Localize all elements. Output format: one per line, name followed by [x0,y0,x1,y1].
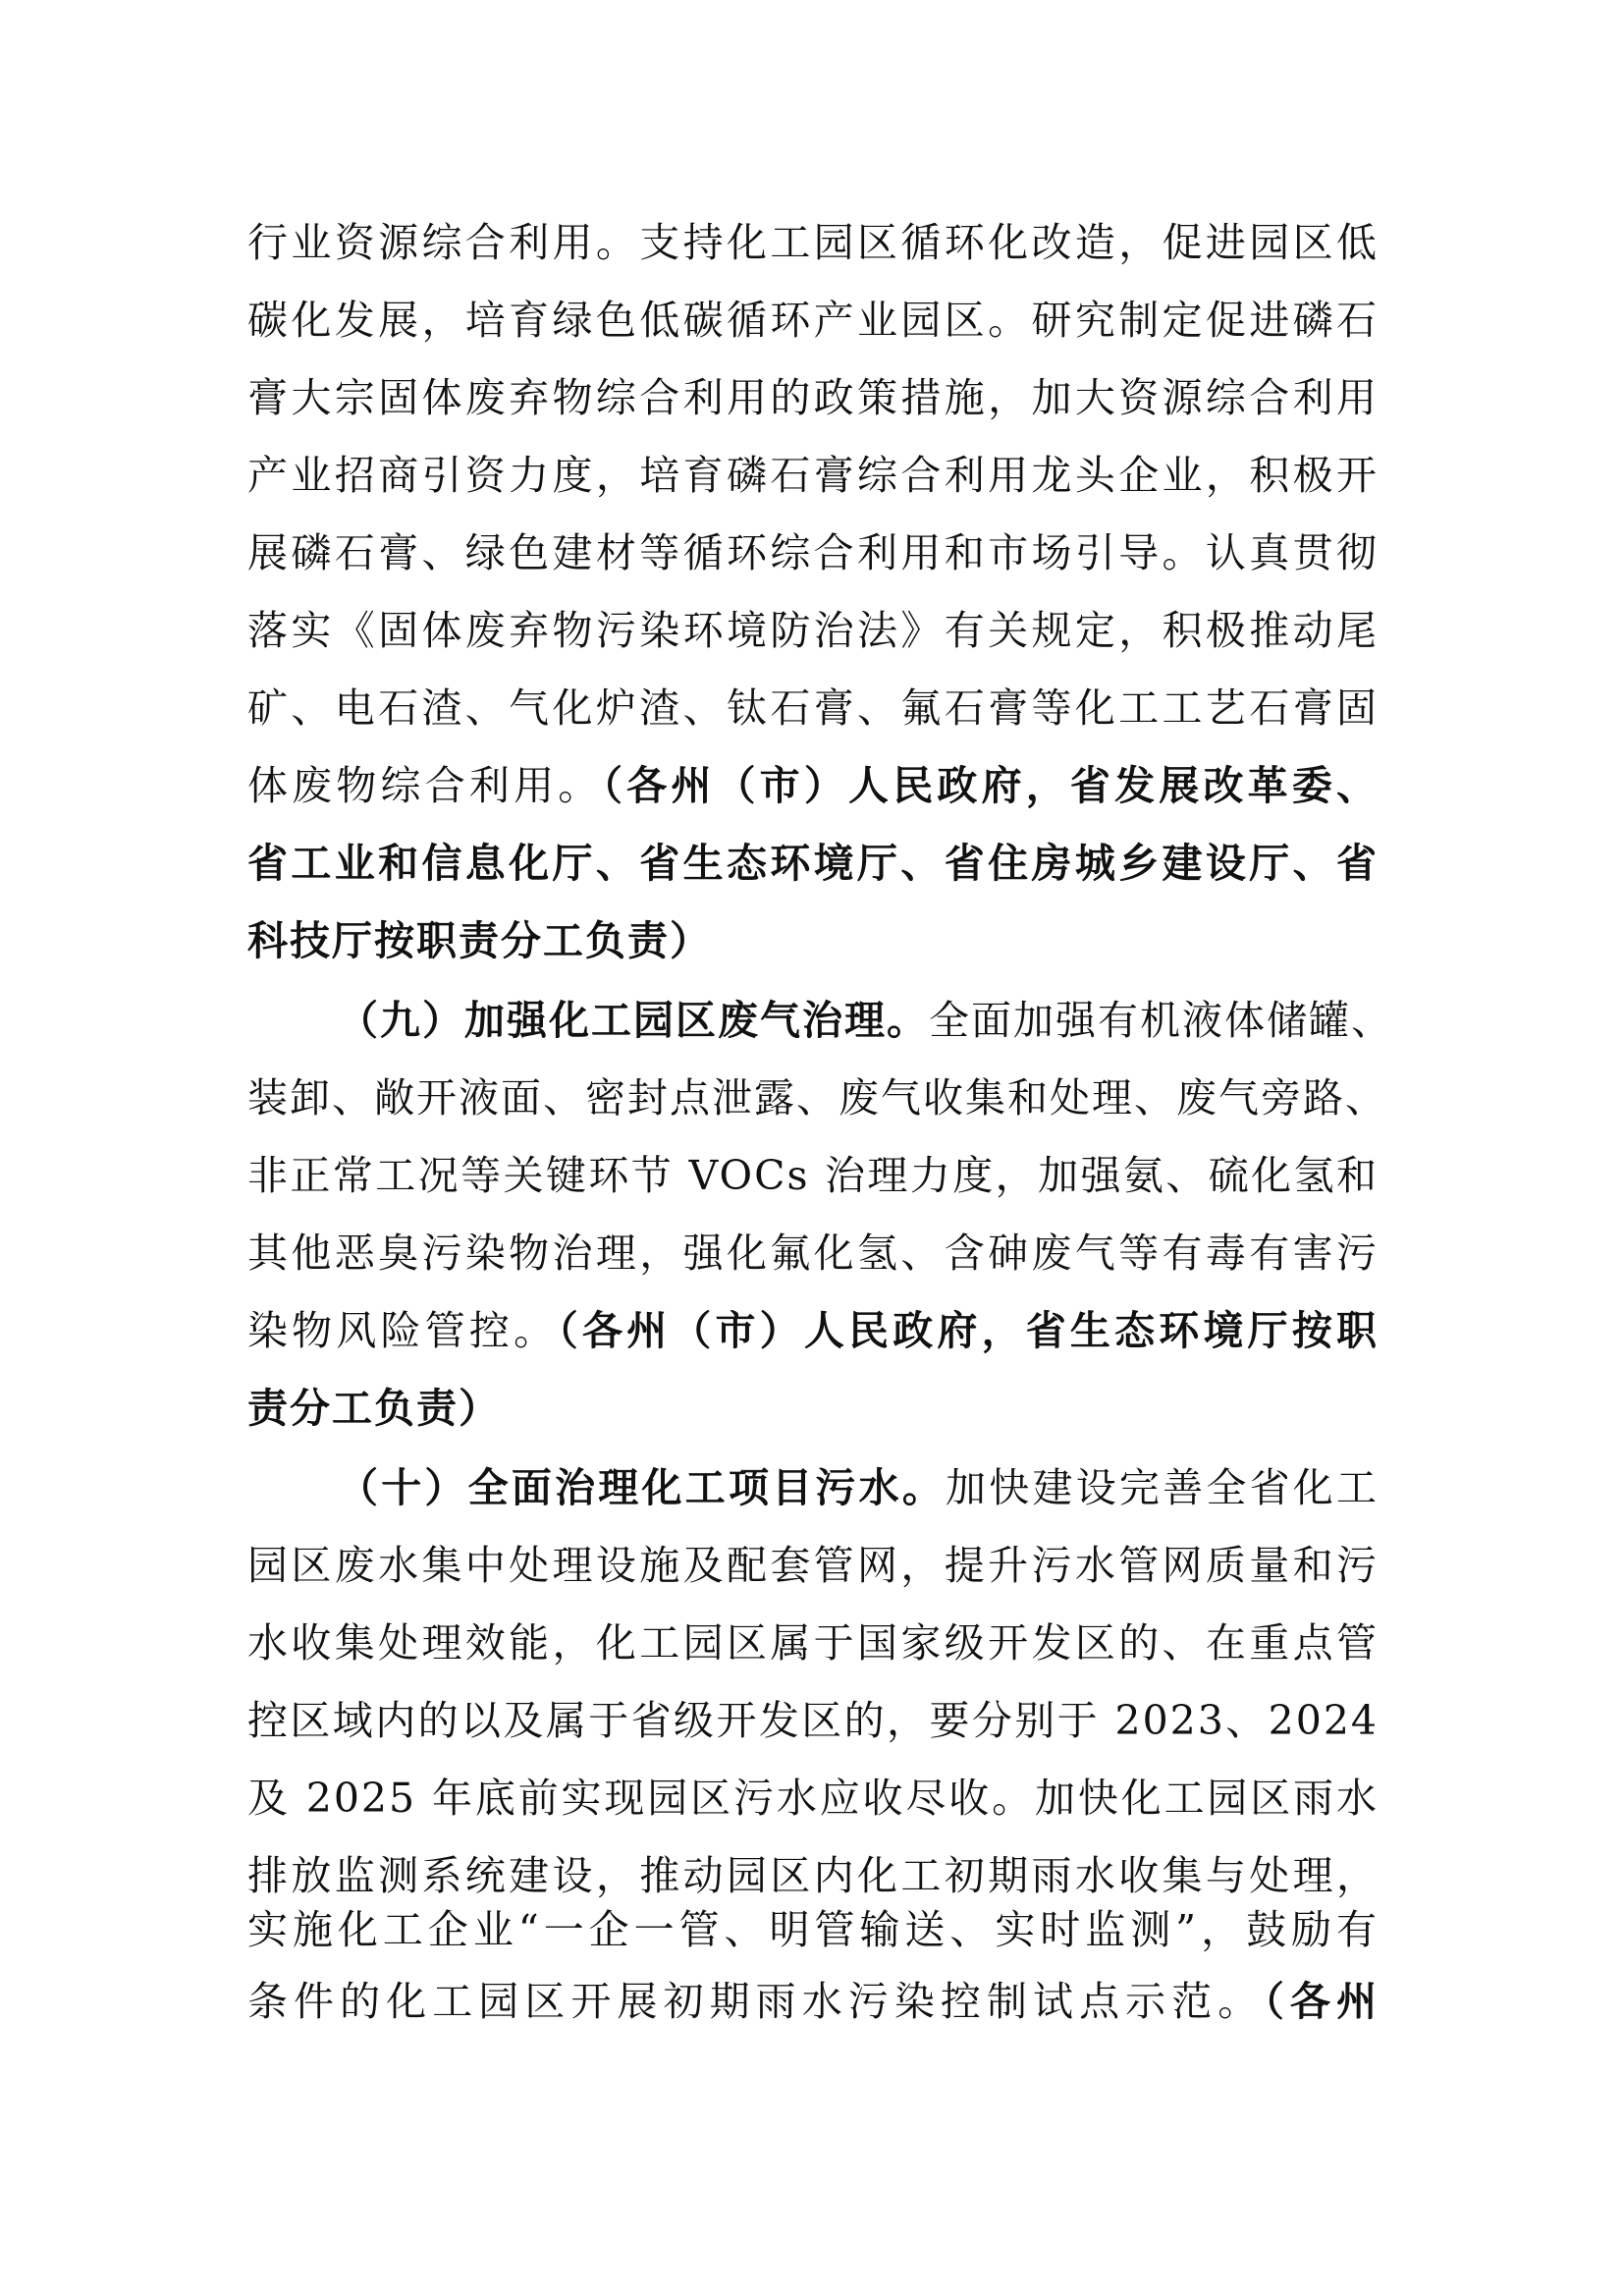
body-text: 加快建设完善全省化工 [946,1464,1380,1511]
text-line: 实施化工企业“一企一管、明管输送、实时监测”，鼓励有 [247,1906,1379,1953]
text-line [247,761,1379,810]
body-text: 体废物综合利用。 [247,762,603,809]
text-line: 其他恶臭污染物治理，强化氟化氢、含砷废气等有毒有害污 [247,1230,1379,1277]
text-line: 矿、电石渣、气化炉渣、钛石膏、氟石膏等化工工艺石膏固 [247,684,1379,732]
text-line [338,1463,1379,1512]
text-line: 非正常工况等关键环节 VOCs 治理力度，加强氨、硫化氢和 [247,1152,1379,1199]
section-heading-10: （十）全面治理化工项目污水。 [338,1464,947,1511]
text-line: 行业资源综合利用。支持化工园区循环化改造，促进园区低 [247,219,1379,266]
text-line: 展磷石膏、绿色建材等循环综合利用和市场引导。认真贯彻 [247,529,1379,576]
text-line: 控区域内的以及属于省级开发区的，要分别于 2023、2024 [247,1697,1379,1744]
body-text: 染物风险管控。 [247,1307,559,1354]
body-text: 条件的化工园区开展初期雨水污染控制试点示范。 [247,1978,1265,2025]
responsibility-note: （各州（市）人民政府，省生态环境厅按职 [558,1307,1380,1354]
text-line: 园区废水集中处理设施及配套管网，提升污水管网质量和污 [247,1542,1379,1589]
text-line: 装卸、敞开液面、密封点泄露、废气收集和处理、废气旁路、 [247,1074,1387,1121]
text-line: 落实《固体废弃物污染环境防治法》有关规定，积极推动尾 [247,607,1379,654]
text-line [247,1977,1379,2026]
text-line: 水收集处理效能，化工园区属于国家级开发区的、在重点管 [247,1619,1379,1667]
text-line [247,1306,1379,1355]
text-line: 及 2025 年底前实现园区污水应收尽收。加快化工园区雨水 [247,1775,1379,1822]
responsibility-note: （各州 [1264,1978,1379,2025]
section-heading-9: （九）加强化工园区废气治理。 [338,997,929,1044]
responsibility-note: 责分工负责） [247,1385,501,1432]
text-line: 膏大宗固体废弃物综合利用的政策措施，加大资源综合利用 [247,374,1379,421]
text-line: 排放监测系统建设，推动园区内化工初期雨水收集与处理， [247,1852,1379,1899]
body-text: 全面加强有机液体储罐、 [929,997,1393,1044]
responsibility-note: 省工业和信息化厅、省生态环境厅、省住房城乡建设厅、省 [247,840,1379,887]
text-line: 产业招商引资力度，培育磷石膏综合利用龙头企业，积极开 [247,452,1379,499]
text-line: 碳化发展，培育绿色低碳循环产业园区。研究制定促进磷石 [247,297,1379,344]
responsibility-note: 科技厅按职责分工负责） [247,917,712,964]
text-line [338,996,1393,1045]
responsibility-note: （各州（市）人民政府，省发展改革委、 [602,762,1380,809]
